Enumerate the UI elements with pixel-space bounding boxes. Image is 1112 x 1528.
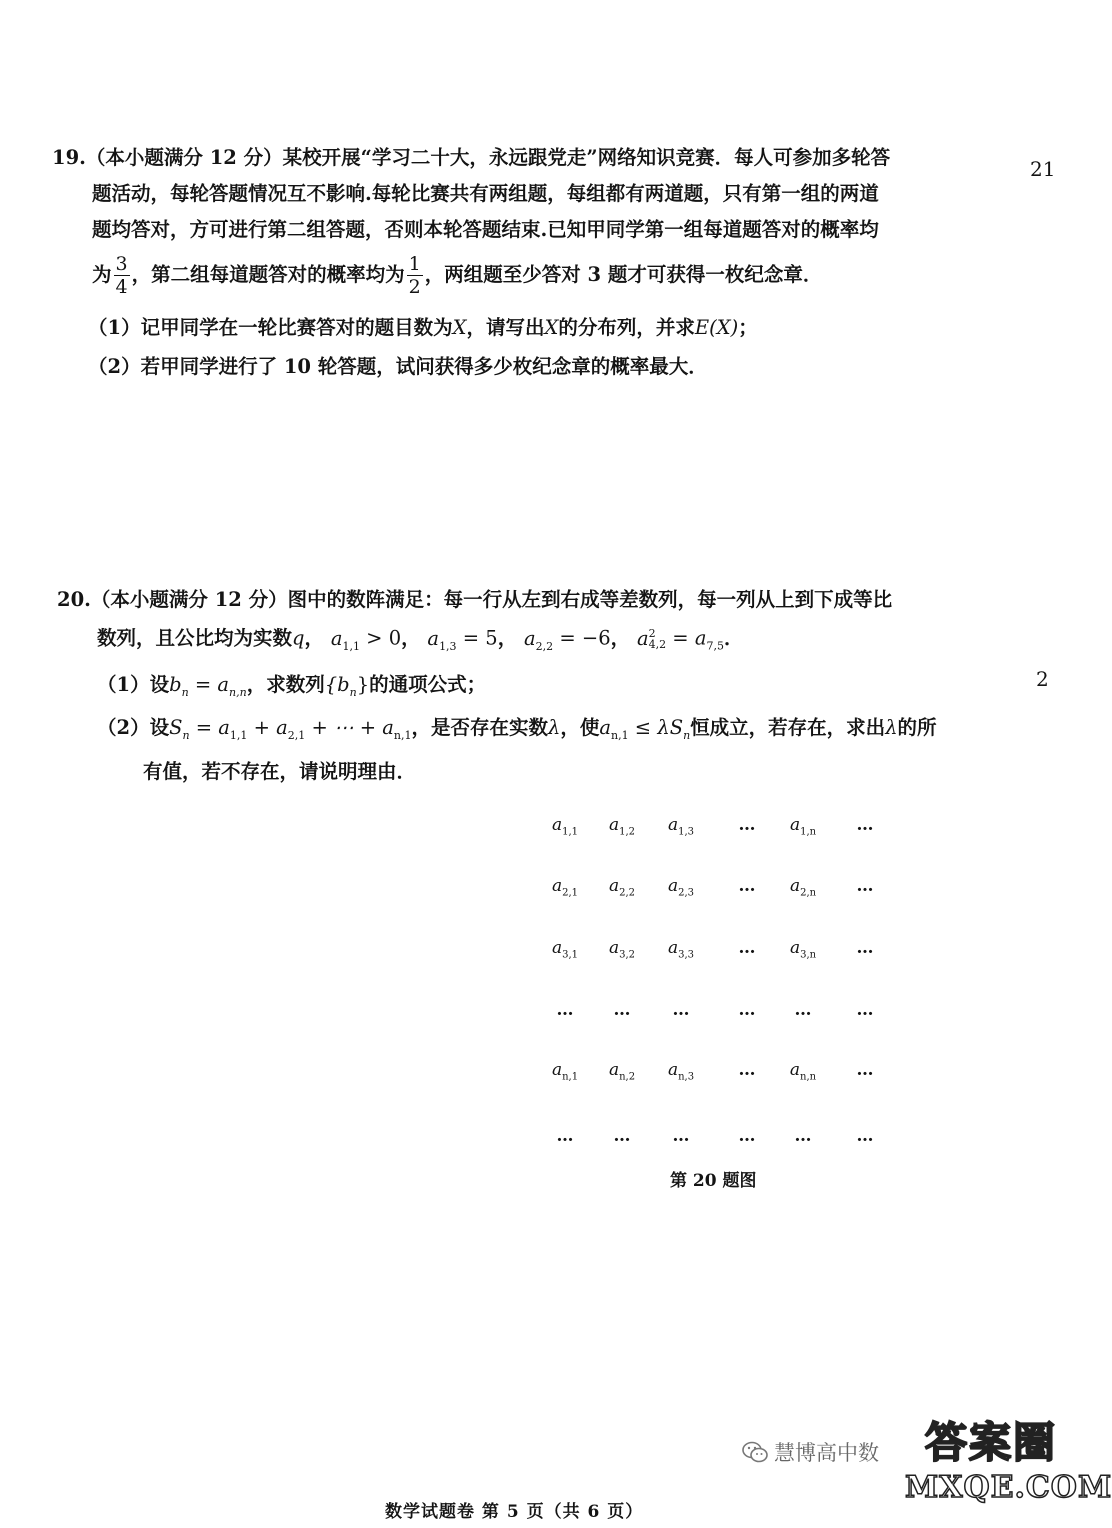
matrix-entry <box>545 876 585 898</box>
matrix-entry <box>783 938 823 960</box>
q20-part-1-text: （1）设 <box>97 673 170 696</box>
matrix-entry-symbol: a <box>667 1060 679 1080</box>
q20-part-2-text: ，是否存在实数 <box>411 716 548 739</box>
symbol-a: a <box>427 626 440 650</box>
matrix-entry <box>783 1060 823 1082</box>
q20-part-1-text: ，求数列 <box>246 673 325 696</box>
sum-term: = a <box>189 716 230 739</box>
matrix-entry-subscript: 3,3 <box>678 949 695 961</box>
matrix-entry-subscript: n,1 <box>562 1071 579 1083</box>
condition-a11 <box>330 626 360 653</box>
subscript: n,1 <box>611 728 629 742</box>
q19-line-4 <box>92 253 822 298</box>
fraction-numerator: 1 <box>408 253 421 275</box>
relation: = <box>666 626 695 650</box>
matrix-entry-subscript: 3,n <box>800 949 817 961</box>
matrix-entry-symbol: a <box>789 876 801 896</box>
q20-part-2-text: （2）设 <box>97 716 170 739</box>
matrix-ellipsis: … <box>738 876 756 896</box>
q20-line-2-text: ， <box>304 626 325 650</box>
matrix-ellipsis: … <box>856 815 874 835</box>
q20-part-2 <box>97 718 937 741</box>
matrix-ellipsis: … <box>738 1126 756 1146</box>
fraction-one-half <box>407 253 423 298</box>
matrix-ellipsis: … <box>856 1000 874 1020</box>
condition-a13 <box>427 626 457 653</box>
matrix-entry-subscript: 1,2 <box>619 826 636 838</box>
subscript: 1,1 <box>342 639 360 653</box>
symbol-a: a <box>217 673 230 696</box>
q19-part-1-text: ； <box>738 316 758 339</box>
matrix-ellipsis: … <box>556 1126 574 1146</box>
q19-line-3: 题均答对，方可进行第二组答题，否则本轮答题结束.已知甲同学第一组每道题答对的概率均 <box>92 218 879 241</box>
matrix-entry-symbol: a <box>608 876 620 896</box>
matrix-entry <box>545 1060 585 1082</box>
wechat-account-name: 慧博高中数 <box>774 1441 879 1465</box>
matrix-entry-symbol: a <box>789 938 801 958</box>
subscript: 2,1 <box>287 728 306 742</box>
subscript: n <box>182 728 190 742</box>
matrix-entry-symbol: a <box>551 938 563 958</box>
condition-a22 <box>524 626 554 653</box>
subscript: 4,2 <box>648 638 667 651</box>
matrix-entry <box>602 876 642 898</box>
matrix-ellipsis: … <box>613 1000 631 1020</box>
matrix-entry-subscript: 2,3 <box>678 887 695 899</box>
subscript: 7,5 <box>706 639 724 653</box>
subscript: 2,2 <box>535 639 554 653</box>
variable-q: q <box>292 626 305 650</box>
q19-part-1-text: 的分布列，并求 <box>558 316 695 339</box>
matrix-entry <box>783 815 823 837</box>
separator: ， <box>401 626 421 650</box>
q19-part-1-text: ，请写出 <box>466 316 545 339</box>
matrix-ellipsis: … <box>613 1126 631 1146</box>
separator: ， <box>497 626 518 650</box>
matrix-ellipsis: … <box>856 938 874 958</box>
matrix-ellipsis: … <box>738 815 756 835</box>
separator: ， <box>610 626 631 650</box>
sum-term: + ⋯ + a <box>305 716 394 739</box>
logo-text: 答案圈 <box>924 1418 1057 1467</box>
matrix-entry-subscript: 3,1 <box>562 949 579 961</box>
matrix-entry-subscript: n,3 <box>678 1071 695 1083</box>
matrix-entry-symbol: a <box>551 815 563 835</box>
matrix-entry-subscript: 2,n <box>800 887 817 899</box>
relation: = −6 <box>553 626 611 650</box>
matrix-entry-subscript: 2,1 <box>562 887 579 899</box>
q19-part-1 <box>88 318 758 338</box>
q20-part-2-line-2: 有值，若不存在，请说明理由． <box>143 760 417 783</box>
matrix-entry-subscript: 2,2 <box>619 887 636 899</box>
matrix-ellipsis: … <box>738 1060 756 1080</box>
superscript: 2 <box>648 627 656 640</box>
q19-line-4-middle: ，第二组每道题答对的概率均为 <box>131 263 405 286</box>
fraction-numerator: 3 <box>115 253 128 275</box>
variable-x: X <box>544 316 559 339</box>
matrix-entry-symbol: a <box>551 1060 563 1080</box>
inequality: ≤ λS <box>628 716 684 739</box>
q19-part-2: （2）若甲同学进行了 10 轮答题，试问获得多少枚纪念章的概率最大． <box>88 355 708 378</box>
symbol-a: a <box>599 716 612 739</box>
sequence-bn: {b <box>324 673 350 696</box>
matrix-entry-subscript: 1,3 <box>678 826 695 838</box>
sum-term: + a <box>247 716 288 739</box>
matrix-entry <box>602 1060 642 1082</box>
q20-part-2-text: 恒成立，若存在，求出 <box>690 716 886 739</box>
matrix-entry <box>545 815 585 837</box>
symbol-lambda: λ <box>885 716 898 739</box>
matrix-ellipsis: … <box>672 1000 690 1020</box>
brace: } <box>356 673 370 696</box>
matrix-entry-symbol: a <box>667 815 679 835</box>
q20-part-1-text: 的通项公式； <box>369 673 487 696</box>
matrix-ellipsis: … <box>794 1126 812 1146</box>
logo-url: MXQE.COM <box>905 1470 1112 1505</box>
matrix-ellipsis: … <box>856 876 874 896</box>
matrix-entry-symbol: a <box>608 815 620 835</box>
wechat-icon <box>742 1441 768 1463</box>
q19-line-4-prefix: 为 <box>92 263 112 286</box>
subscript: n <box>181 685 189 699</box>
matrix-entry-subscript: 3,2 <box>619 949 636 961</box>
symbol-a: a <box>694 626 707 650</box>
side-number-middle: 2 <box>1036 667 1049 691</box>
matrix-entry <box>783 876 823 898</box>
matrix-ellipsis: … <box>556 1000 574 1020</box>
symbol-b: b <box>169 673 182 696</box>
matrix-ellipsis: … <box>672 1126 690 1146</box>
matrix-entry-symbol: a <box>789 1060 801 1080</box>
matrix-entry <box>602 938 642 960</box>
symbol-a: a <box>330 626 343 650</box>
subscript: 1,3 <box>439 639 457 653</box>
fraction-denominator: 4 <box>115 276 128 298</box>
subscript: n,1 <box>393 728 412 742</box>
relation: = 5 <box>456 626 498 650</box>
matrix-entry-symbol: a <box>608 1060 620 1080</box>
q20-line-2 <box>97 628 744 651</box>
q20-part-2-text: 的所 <box>897 716 937 739</box>
symbol-s: S <box>169 716 183 739</box>
matrix-entry <box>661 938 701 960</box>
matrix-ellipsis: … <box>856 1126 874 1146</box>
period: ． <box>724 626 744 650</box>
matrix-entry-symbol: a <box>551 876 563 896</box>
matrix-entry <box>661 1060 701 1082</box>
matrix-ellipsis: … <box>856 1060 874 1080</box>
fraction-denominator: 2 <box>408 276 421 298</box>
matrix-entry-symbol: a <box>608 938 620 958</box>
matrix-ellipsis: … <box>738 1000 756 1020</box>
matrix-ellipsis: … <box>794 1000 812 1020</box>
variable-x: X <box>452 316 467 339</box>
matrix-entry-symbol: a <box>667 938 679 958</box>
matrix-ellipsis: … <box>738 938 756 958</box>
matrix-entry-subscript: n,n <box>800 1071 817 1083</box>
condition-a42-squared <box>637 627 666 650</box>
matrix-entry-subscript: 1,n <box>800 826 817 838</box>
subscript: n,n <box>229 685 247 699</box>
symbol-lambda: λ <box>548 716 561 739</box>
q20-line-2-text: 数列，且公比均为实数 <box>97 626 293 650</box>
matrix-entry-symbol: a <box>667 876 679 896</box>
q20-part-1 <box>97 675 486 698</box>
matrix-entry-subscript: n,2 <box>619 1071 636 1083</box>
subscript: n <box>349 685 357 699</box>
symbol-a: a <box>636 626 649 650</box>
matrix-entry-symbol: a <box>789 815 801 835</box>
q19-line-4-suffix: ，两组题至少答对 3 题才可获得一枚纪念章． <box>424 263 823 286</box>
q19-part-1-text: （1）记甲同学在一轮比赛答对的题目数为 <box>88 316 453 339</box>
side-number-top: 21 <box>1030 157 1056 181</box>
relation: > 0 <box>359 626 402 650</box>
subscript: 1,1 <box>229 728 248 742</box>
wechat-watermark <box>742 1437 879 1467</box>
matrix-entry <box>661 876 701 898</box>
expectation-ex: E(X) <box>694 316 739 339</box>
q19-line-2: 题活动，每轮答题情况互不影响.每轮比赛共有两组题，每组都有两道题，只有第一组的两道 <box>92 182 879 205</box>
fraction-three-quarters <box>114 253 130 298</box>
matrix-entry <box>545 938 585 960</box>
matrix-caption: 第 20 题图 <box>670 1171 757 1191</box>
subscript: n <box>683 728 691 742</box>
relation: = <box>188 673 218 696</box>
matrix-entry <box>661 815 701 837</box>
q19-line-1: 19.（本小题满分 12 分）某校开展“学习二十大，永远跟党走”网络知识竞赛．每人可参加多轮答 <box>52 146 891 169</box>
symbol-a: a <box>524 626 536 650</box>
answer-site-logo <box>905 1410 1112 1505</box>
q20-part-2-text: ，使 <box>560 716 600 739</box>
q20-line-1: 20.（本小题满分 12 分）图中的数阵满足：每一行从左到右成等差数列，每一列从上到下成等比 <box>57 588 893 611</box>
matrix-entry <box>602 815 642 837</box>
page-footer: 数学试题卷 第 5 页（共 6 页） <box>385 1502 644 1522</box>
matrix-entry-subscript: 1,1 <box>562 826 579 838</box>
